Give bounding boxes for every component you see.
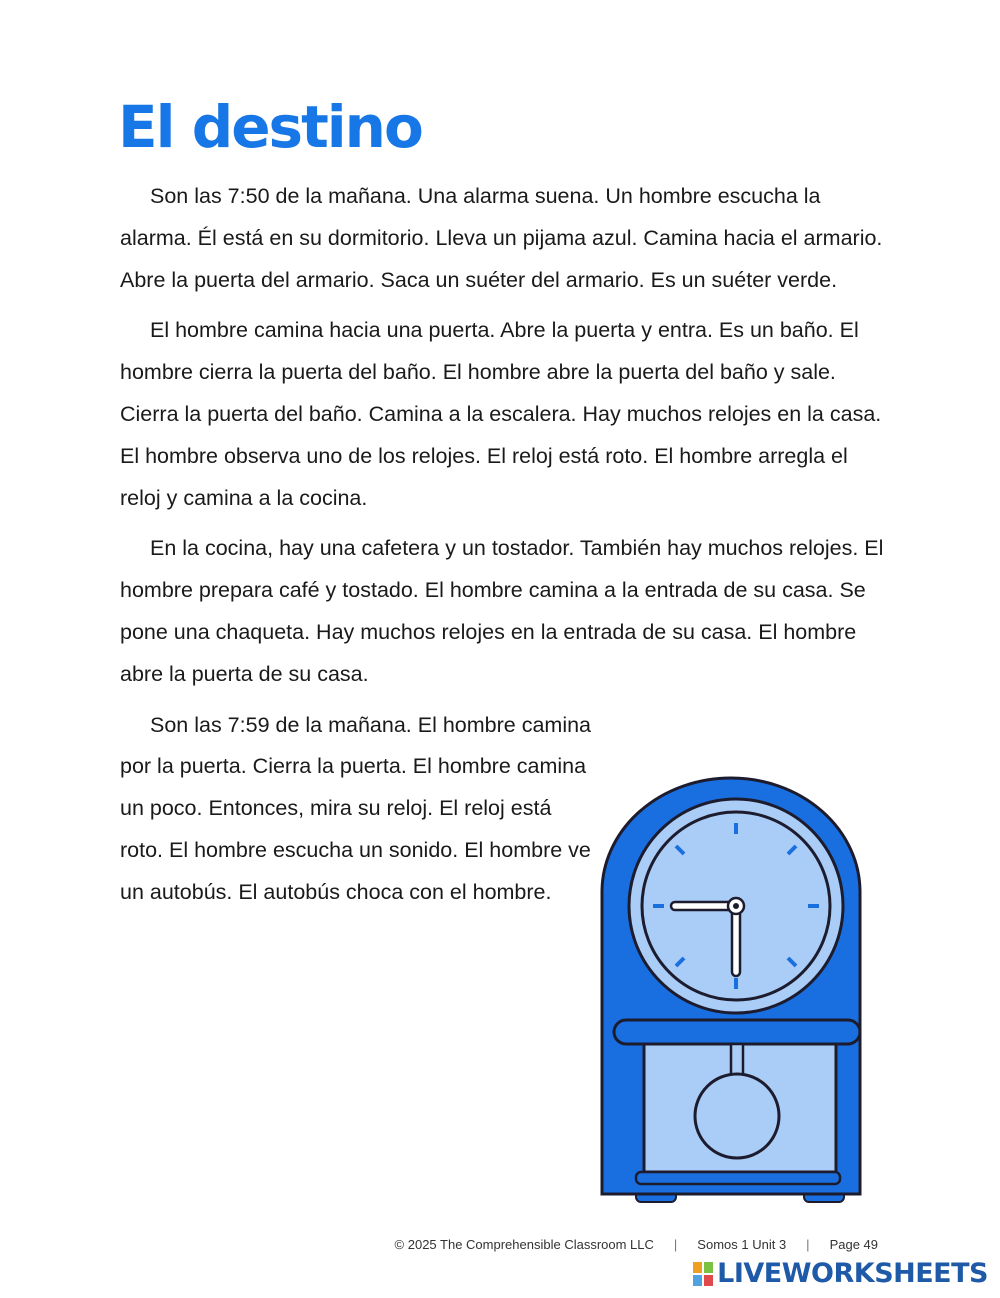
paragraph-3: En la cocina, hay una cafetera y un tostador. También hay muchos relojes. El hombre prepara café y tostado. El hombre camina a la entrada de su casa. Se pone una chaqueta. Hay muchos relojes en la entrada de su casa. El hombre abre la puerta de su casa. [120, 536, 884, 686]
clock-hour-hand [671, 902, 736, 910]
footer-page-number: Page 49 [829, 1237, 878, 1252]
clock-pendulum-bob [695, 1074, 779, 1158]
liveworksheets-brand[interactable] [693, 1258, 988, 1289]
footer-unit: Somos 1 Unit 3 [697, 1237, 787, 1252]
page-footer [395, 1237, 878, 1252]
clock-minute-hand [732, 906, 740, 976]
clock-ledge [614, 1020, 860, 1044]
liveworksheets-logo-icon [693, 1262, 713, 1286]
page-title: El destino [118, 93, 422, 161]
footer-divider: | [806, 1237, 810, 1252]
paragraph-4: Son las 7:59 de la mañana. El hombre camina por la puerta. Cierra la puerta. El hombre camina un poco. Entonces, mira su reloj. El reloj está roto. El hombre escucha un sonido. El hombre ve un autobús. El autobús choca con el hombre. [120, 712, 592, 904]
footer-divider: | [673, 1237, 678, 1252]
grandfather-clock-illustration [598, 776, 864, 1206]
brand-name: LIVEWORKSHEETS [717, 1258, 988, 1289]
paragraph-1: Son las 7:50 de la mañana. Una alarma suena. Un hombre escucha la alarma. Él está en su dormitorio. Lleva un pijama azul. Camina hacia el armario. Abre la puerta del armario. Saca un suéter del armario. Es un suéter verde. [120, 184, 883, 292]
clock-base [636, 1172, 840, 1184]
footer-copyright: © 2025 The Comprehensible Classroom LLC [394, 1237, 654, 1252]
paragraph-2: El hombre camina hacia una puerta. Abre la puerta y entra. Es un baño. El hombre cierra la puerta del baño. El hombre abre la puerta del baño y sale. Cierra la puerta del baño. Camina a la escalera. Hay muchos relojes en la casa. El hombre observa uno de los relojes. El reloj está roto. El hombre arregla el reloj y camina a la cocina. [120, 318, 882, 510]
